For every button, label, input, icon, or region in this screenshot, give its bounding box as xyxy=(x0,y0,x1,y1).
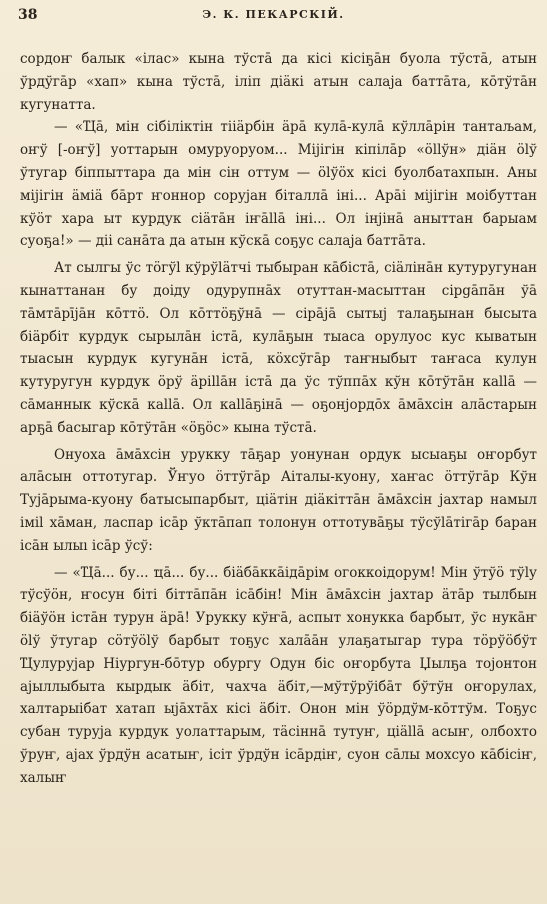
paragraph: — «Ҵā, мін сібіліктін тііäрбін äрā кулā-кулā кўллāрін тантаљам, оҥў [-оҥў] уоттарын омуруоруом... Міјігін кіпілāр «öllўн» діäн ölў ўтугар біппыттара да мін сін оттум — ölўöх кісі буолбатахпын. Аны міјігін äміä бāрт ҥоннор сорујан біталлā іні... Арāі міјігін моібуттан кўöт хара ыт курдук сіäтāн іҥāllā іні... Ол інјінā аныттан барыам суоҕа!» — діі санāта да атын кўскā соҕус салаја баттāта. xyxy=(20,119,538,250)
paragraph: Онуоха āмāхсін урукку тāҕар уонунан ордук ысыаҕы оҥорбут алāсын оттотугар. Ўҥуо öттўгāр Аіталы-куону, хаҥас öттўгāр Кўн Тујāрыма-куону батысыпарбыт, ціäтін діäкіттāн āмāхсін јахтар намыл іміl хāман, ласпар ісāр ўктāпап толонун оттотувāҕы тўсўlāтігāр баран ісāн ылыı ісāр ўсў: xyxy=(20,446,537,554)
paragraph: сордоҥ балык «ілас» кына тўстā да кісі кісіҕāн буола тўстā, атын ўрдўгāр «хап» кына тўстā, іліп діäкі атын салаја баттāта, кōтўтāн кугунатта. xyxy=(20,51,537,113)
running-head: Э. К. ПЕКАРСКІЙ. xyxy=(202,8,345,21)
paragraph: — «Ҵā... бу... ҵā... бу... біäбāккāідāрім огоккоідорум! Мін ўтўö тўlу тўсўöн, ҥосун біті біттāпāн ісāбін! Мін āмāхсін јахтар äтāр тылбын біäўöн істāн турун äрā! Урукку кўҥā, аспыт хонукка барбыт, ўс нукāҥ ölў ўтугар сöтўölў барбыт тоҕус халāāн улаҕатыгар тура тöрўöбўт Ҵулуруjар Ніургун-бōтур обургу Одун біс оҥорбута Џылҕа тојонтон ајыллыбыта кырдык äбіт, чахча äбіт,—мўтўрўібāт бўтўн оҥорулах, халтарыібат хатап ыјāхтāх кісі äбіт. Онон мін ўöрдўм-кōттўм. Тоҕус субан туруја курдук уолаттарым, тäсіннā тутуҥ, ціällā асыҥ, олбохто ўруҥ, аjах ўрдўн асатыҥ, ісіт ўрдўн ісāрдіҥ, суон сāлы мохсуо кāбісіҥ, халыҥ xyxy=(20,564,537,786)
paragraph: Ат сылгы ўс тöгўl кўрўläтчі тыбыран кāбістā, сіäлінāн кутуругунан кынаттанан бу доіду одурупнāх отуттан-масыттан сірgāпāн ўā тāмтāрīјāн кōттö. Ол кōттöҕўнā — сірāјā сытыј талаҕынан бысыта біäрбіт курдук сырылāн істā, кулāҕын тыаса орулуос кус кыватын тыасын курдук кугунāн істā, кöхсўгāр таҥныбыт таҥаса кулун кутуругун курдук öрў äріllāн істā да ўс тўппāх кўн кōтўтāн каllā — сāманнык кўскā каllā. Ол каllāҕінā — оҕонјордōх āмāхсін алāстарын арҕā басыгар кōтўтāн «öҕöс» кына тўстā. xyxy=(20,260,537,436)
page-header xyxy=(0,2,547,28)
page-body xyxy=(20,48,537,790)
page-number: 38 xyxy=(18,7,38,23)
